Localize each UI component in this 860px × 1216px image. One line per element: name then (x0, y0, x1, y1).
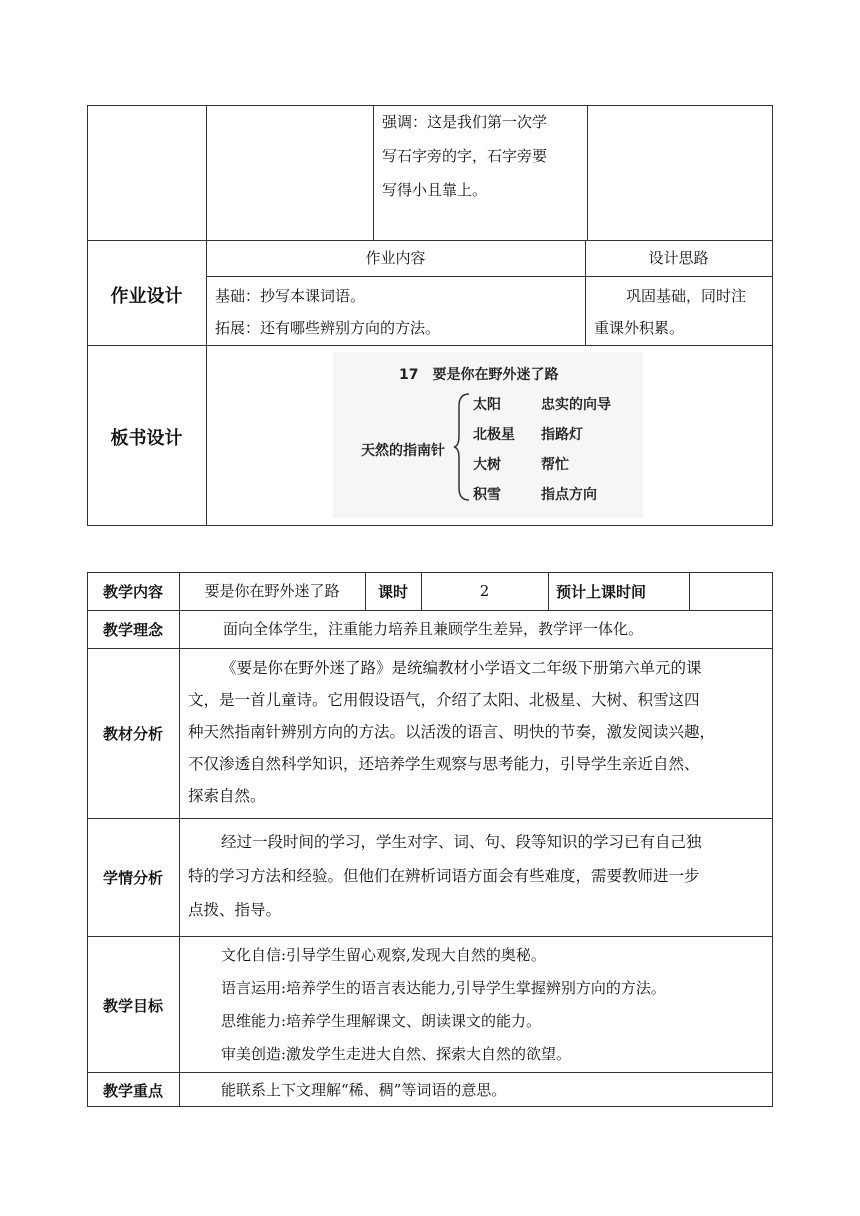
textbook-label: 教材分析 (102, 725, 163, 743)
goals-line-1: 文化自信:引导学生留心观察,发现大自然的奥秘。 (221, 946, 546, 964)
content-label: 教学内容 (102, 583, 163, 601)
brace-icon (453, 392, 471, 502)
homework-label: 作业设计 (110, 286, 183, 307)
board-item-role-2: 指路灯 (541, 427, 583, 443)
continuation-line-3: 写得小且靠上。 (382, 181, 488, 199)
learners-label: 学情分析 (102, 869, 163, 887)
textbook-line-5: 探索自然。 (188, 787, 266, 805)
board-item-name-3: 大树 (473, 457, 501, 473)
board-item-name-4: 积雪 (473, 487, 501, 503)
board-item-name-2: 北极星 (473, 427, 515, 443)
textbook-line-4: 不仅渗透自然科学知识，还培养学生观察与思考能力，引导学生亲近自然、 (188, 755, 700, 773)
board-item-name-1: 太阳 (473, 397, 501, 413)
homework-extension: 拓展：还有哪些辨别方向的方法。 (215, 319, 441, 337)
board-root: 天然的指南针 (361, 443, 445, 459)
homework-rationale-header: 设计思路 (648, 249, 709, 267)
textbook-line-3: 种天然指南针辨别方向的方法。以活泼的语言、明快的节奏，激发阅读兴趣， (188, 723, 716, 741)
continuation-line-2: 写石字旁的字，石字旁要 (382, 147, 548, 165)
key-points-text: 能联系上下文理解“稀、稠”等词语的意思。 (221, 1081, 507, 1099)
learners-line-3: 点拨、指导。 (188, 901, 282, 919)
learners-line-2: 特的学习方法和经验。但他们在辨析词语方面会有些难度，需要教师进一步 (188, 867, 700, 885)
textbook-line-1: 《要是你在野外迷了路》是统编教材小学语文二年级下册第六单元的课 (221, 659, 702, 677)
goals-line-2: 语言运用:培养学生的语言表达能力,引导学生掌握辨别方向的方法。 (221, 979, 666, 997)
homework-content-header: 作业内容 (365, 249, 426, 267)
hours-value: 2 (479, 582, 490, 600)
textbook-line-2: 文，是一首儿童诗。它用假设语气，介绍了太阳、北极星、大树、积雪这四 (188, 691, 700, 709)
homework-rationale-line-1: 巩固基础，同时注 (626, 287, 747, 305)
goals-line-4: 审美创造:激发学生走进大自然、探索大自然的欲望。 (221, 1045, 572, 1063)
schedule-label: 预计上课时间 (556, 583, 647, 601)
board-label: 板书设计 (110, 428, 183, 449)
hours-label: 课时 (377, 583, 408, 601)
board-title: 17 要是你在野外迷了路 (399, 367, 559, 383)
philosophy-text: 面向全体学生，注重能力培养且兼顾学生差异，教学评一体化。 (223, 620, 644, 638)
board-item-role-4: 指点方向 (541, 487, 597, 503)
key-points-label: 教学重点 (102, 1082, 163, 1100)
homework-basic: 基础：抄写本课词语。 (215, 287, 366, 305)
continuation-line-1: 强调：这是我们第一次学 (382, 113, 548, 131)
philosophy-label: 教学理念 (102, 621, 163, 639)
board-item-role-1: 忠实的向导 (541, 397, 611, 413)
goals-label: 教学目标 (102, 997, 163, 1015)
goals-line-3: 思维能力:培养学生理解课文、朗读课文的能力。 (221, 1012, 542, 1030)
board-design-image (333, 352, 643, 518)
learners-line-1: 经过一段时间的学习，学生对字、词、句、段等知识的学习已有自己独 (221, 833, 702, 851)
board-item-role-3: 帮忙 (541, 457, 569, 473)
homework-rationale-line-2: 重课外积累。 (594, 319, 685, 337)
content-value: 要是你在野外迷了路 (204, 582, 340, 600)
